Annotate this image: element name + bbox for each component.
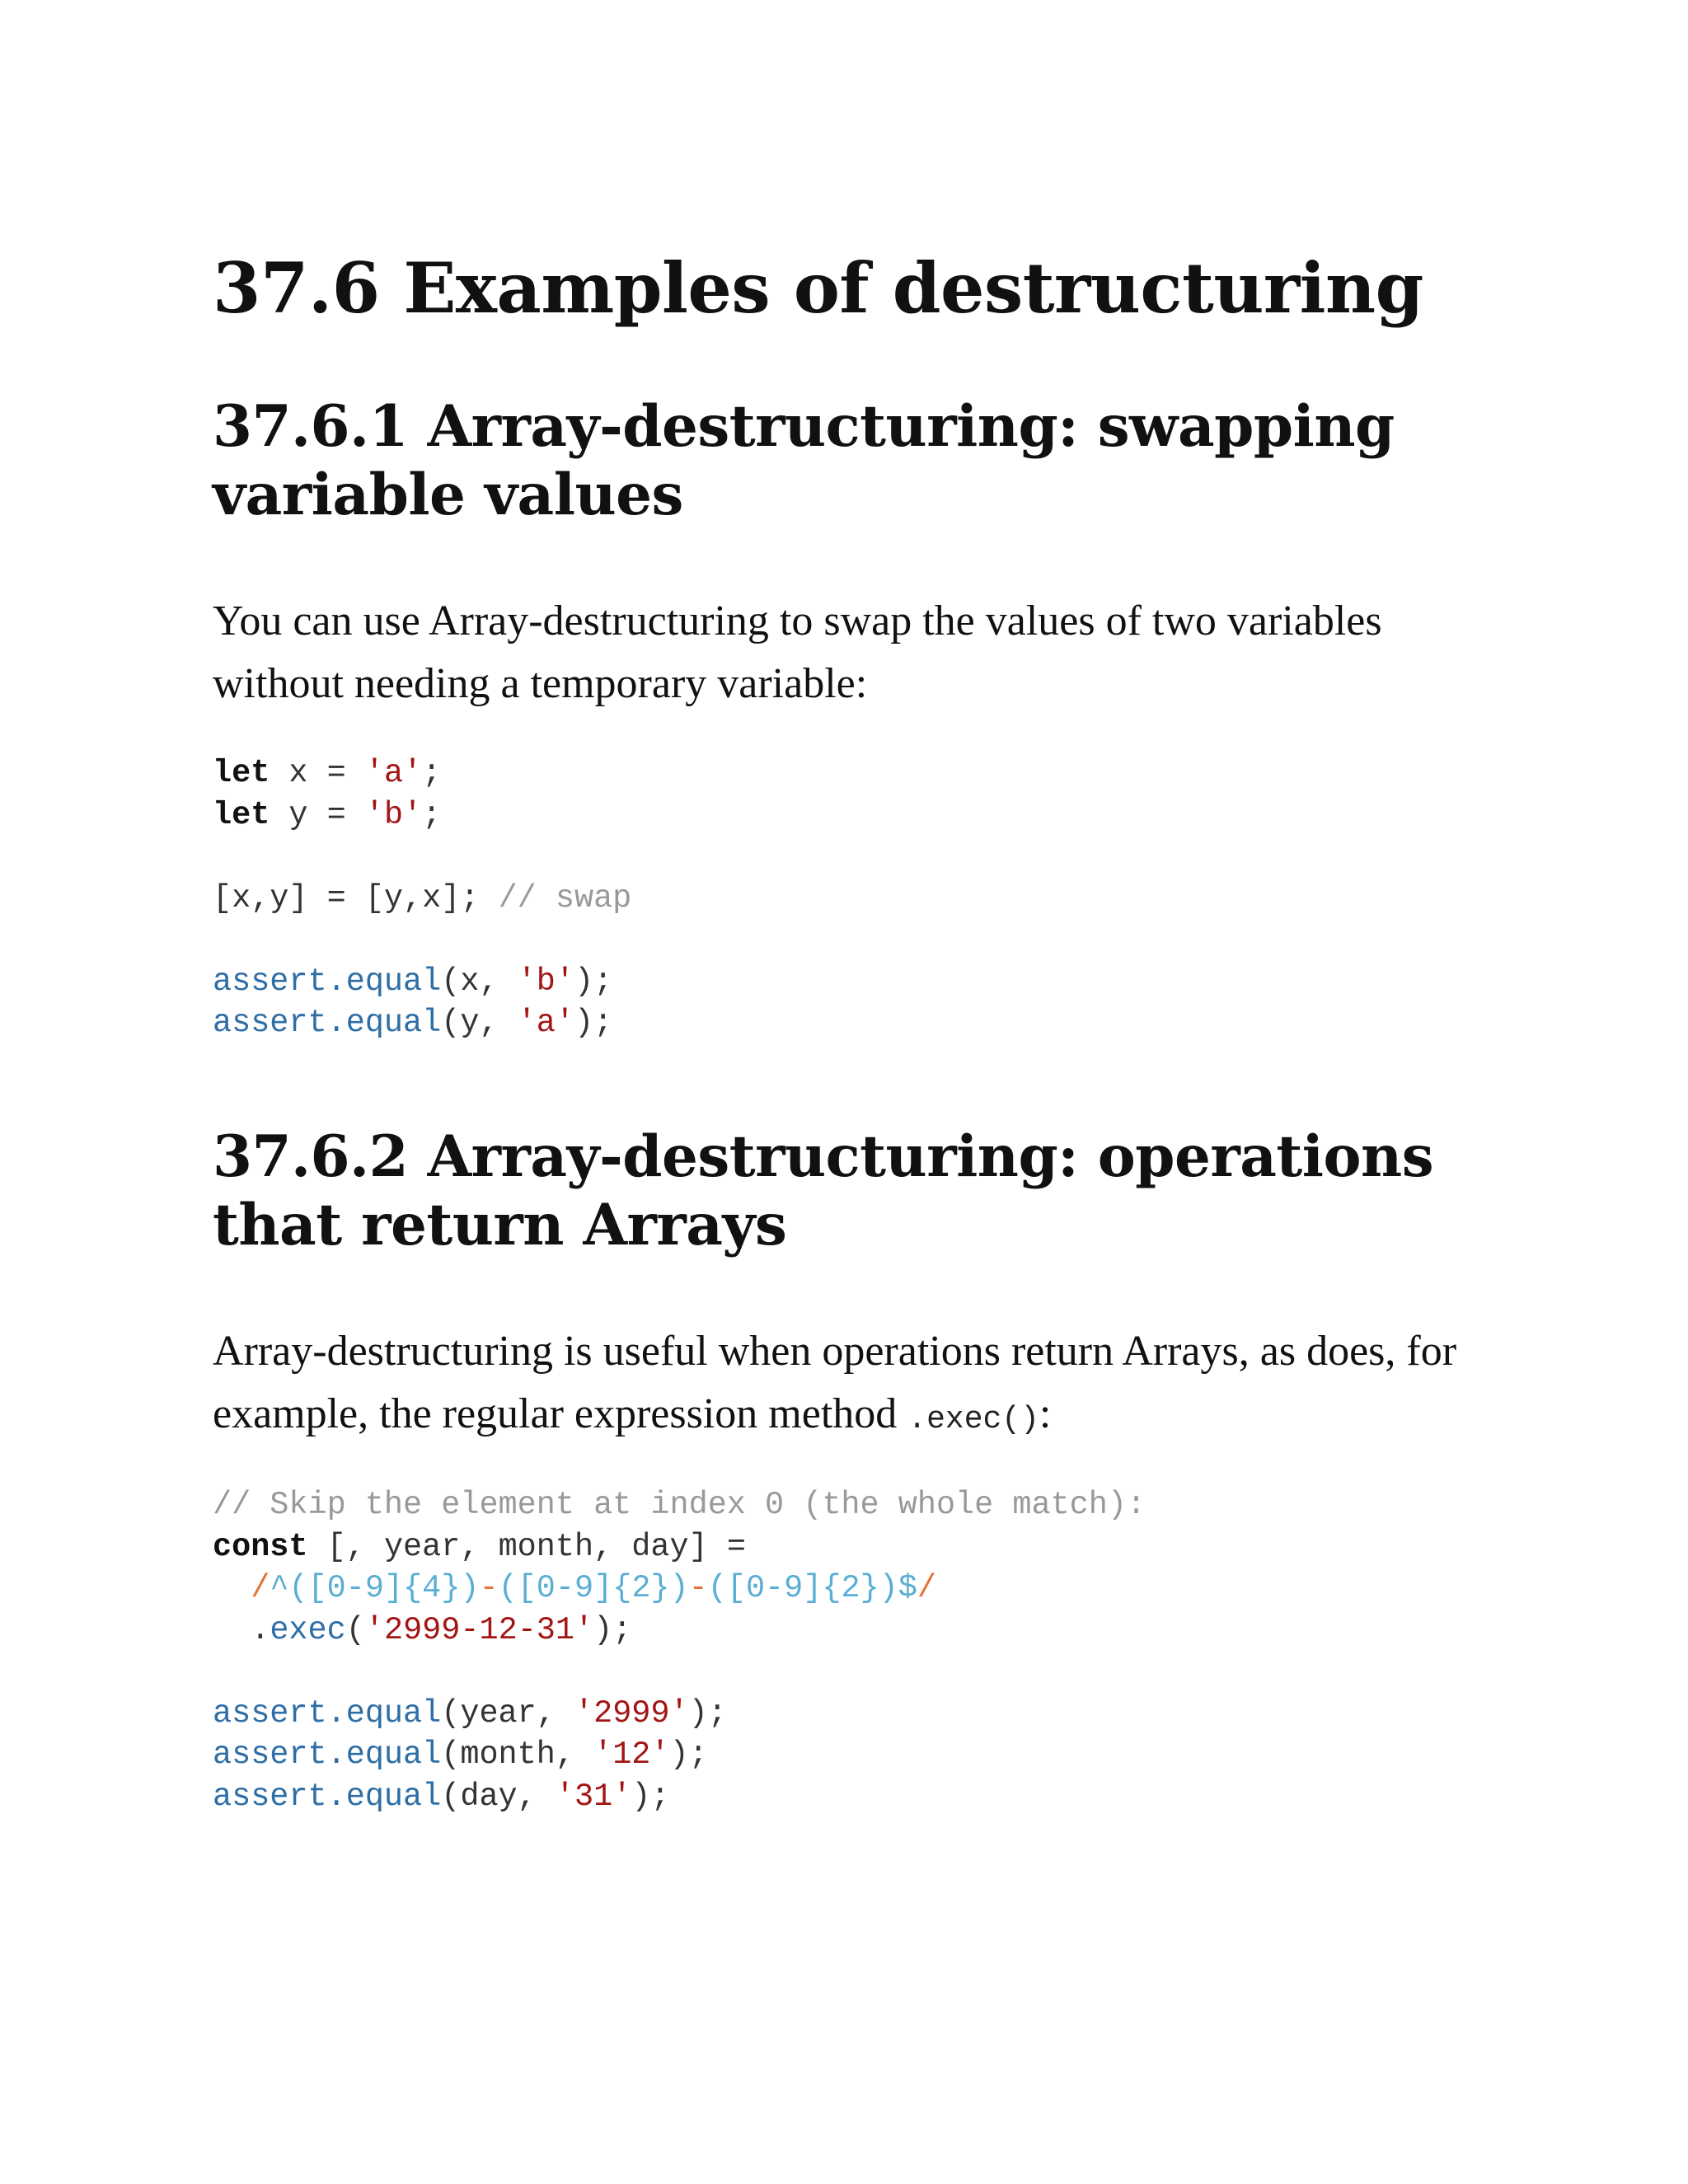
code-string: '2999' [574, 1694, 689, 1732]
code-text: ); [631, 1778, 670, 1815]
code-text: (day, [441, 1778, 556, 1815]
code-block-swap [213, 752, 631, 1044]
code-text: ); [669, 1736, 708, 1773]
code-text: [x,y] = [y,x]; [213, 879, 499, 916]
code-function: assert.equal [213, 1778, 442, 1815]
code-text: . [251, 1611, 270, 1648]
code-text: ; [422, 755, 442, 791]
code-regex-delimiter: / [917, 1570, 937, 1606]
paragraph-operations [213, 1320, 1498, 1451]
code-string: 'a' [364, 755, 423, 791]
code-string: '2999-12-31' [364, 1611, 594, 1648]
code-text: (month, [441, 1736, 594, 1773]
code-regex-group: ([0-9]{2}) [498, 1570, 689, 1606]
inline-code-exec: .exec() [907, 1402, 1039, 1437]
code-text: ; [422, 796, 442, 833]
code-comment: // swap [498, 879, 632, 916]
paragraph-end: : [1039, 1390, 1052, 1437]
code-text: [, year, month, day] = [307, 1528, 746, 1565]
code-text: y = [270, 796, 365, 833]
code-text: x = [270, 755, 365, 791]
code-regex-literal: - [479, 1570, 499, 1606]
code-string: 'a' [517, 1005, 574, 1041]
code-text: ); [593, 1611, 632, 1648]
subsection-heading-swap: 37.6.1 Array-destructuring: swapping variable values [213, 393, 1395, 528]
code-text: ( [345, 1611, 365, 1648]
code-comment: // Skip the element at index 0 (the whole match): [213, 1487, 1146, 1523]
code-keyword: let [213, 796, 270, 833]
code-text: (y, [441, 1005, 518, 1041]
paragraph-swap: You can use Array-destructuring to swap the values of two variables without needing a temporary variable: [213, 598, 1382, 707]
code-text: (x, [441, 963, 518, 1000]
code-string: 'b' [364, 796, 423, 833]
subsection-heading-operations: 37.6.2 Array-destructuring: operations that return Arrays [213, 1123, 1434, 1258]
code-text: ); [688, 1694, 727, 1732]
code-regex-group: ([0-9]{2})$ [707, 1570, 917, 1606]
code-indent [213, 1570, 251, 1606]
code-regex-group: ^([0-9]{4}) [270, 1570, 480, 1606]
code-function: assert.equal [213, 963, 442, 1000]
code-function: assert.equal [213, 1736, 442, 1773]
code-keyword: const [213, 1528, 308, 1565]
code-keyword: let [213, 755, 270, 791]
code-indent [213, 1612, 251, 1648]
code-string: '31' [555, 1778, 632, 1815]
code-text: ); [574, 1005, 613, 1041]
code-text: (year, [441, 1694, 574, 1732]
code-function: assert.equal [213, 1694, 442, 1732]
code-string: 'b' [517, 963, 574, 1000]
code-block-regex [213, 1484, 1146, 1817]
code-function: exec [270, 1611, 346, 1648]
code-regex-delimiter: / [251, 1570, 270, 1606]
code-regex-literal: - [688, 1570, 708, 1606]
code-function: assert.equal [213, 1005, 442, 1041]
code-text: ); [574, 963, 613, 1000]
code-string: '12' [593, 1736, 670, 1773]
section-heading: 37.6 Examples of destructuring [213, 247, 1423, 329]
paragraph-text: Array-destructuring is useful when operations return Arrays, as does, for example, the regular expression method [213, 1328, 1457, 1437]
